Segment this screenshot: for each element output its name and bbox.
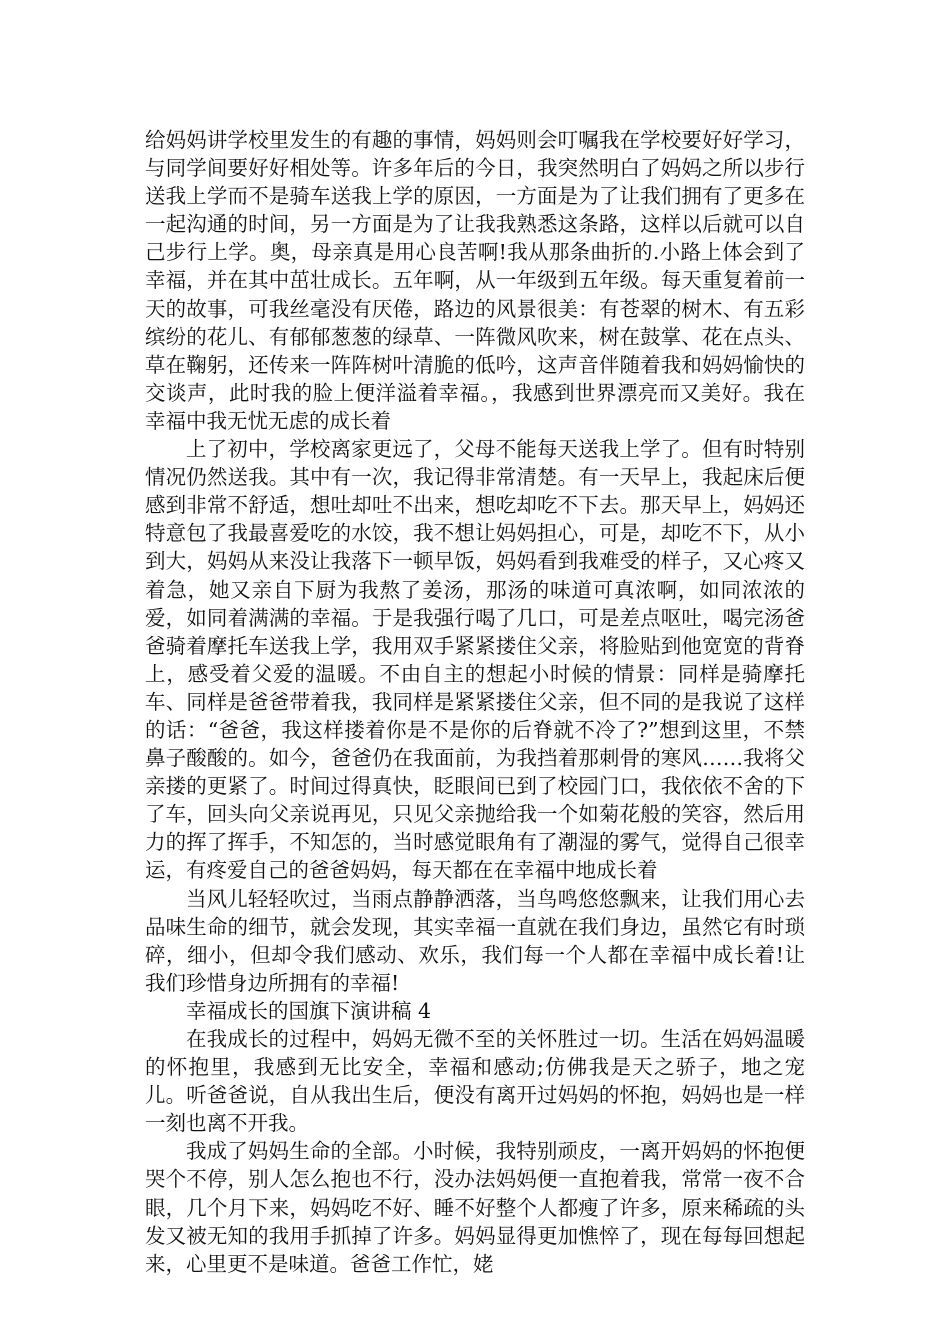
section-heading: 幸福成长的国旗下演讲稿 4 <box>186 998 432 1023</box>
paragraph-continued: 给妈妈讲学校里发生的有趣的事情，妈妈则会叮嘱我在学校要好好学习，与同学间要好好相处等。许多年后的今日，我突然明白了妈妈之所以步行送我上学而不是骑车送我上学的原因，一方面是为了让我们拥有了更多在一起沟通的时间，另一方面是为了让我我熟悉这条路，这样以后就可以自己步行上学。奥，母亲真是用心良苦啊!我从那条曲折的.小路上体会到了幸福，并在其中茁壮成长。五年啊，从一年级到五年级。每天重复着前一天的故事，可我丝毫没有厌倦，路边的风景很美：有苍翠的树木、有五彩缤纷的花儿、有郁郁葱葱的绿草、一阵微风吹来，树在鼓掌、花在点头、草在鞠躬，还传来一阵阵树叶清脆的低吟，这声音伴随着我和妈妈愉快的交谈声，此时我的脸上便洋溢着幸福。，我感到世界漂亮而又美好。我在幸福中我无忧无虑的成长着 <box>145 128 805 433</box>
paragraph-childhood: 我成了妈妈生命的全部。小时候，我特别顽皮，一离开妈妈的怀抱便哭个不停，别人怎么抱也不行，没办法妈妈便一直抱着我，常常一夜不合眼，几个月下来，妈妈吃不好、睡不好整个人都瘦了许多，原来稀疏的头发又被无知的我用手抓掉了许多。妈妈显得更加憔悴了，现在每每回想起来，心里更不是味道。爸爸工作忙，姥 <box>145 1139 805 1276</box>
document-page <box>145 126 805 1278</box>
paragraph-mother-care: 在我成长的过程中，妈妈无微不至的关怀胜过一切。生活在妈妈温暖的怀抱里，我感到无比安全，幸福和感动;仿佛我是天之骄子，地之宠儿。听爸爸说，自从我出生后，便没有离开过妈妈的怀抱，妈妈也是一样一刻也离不开我。 <box>145 1027 805 1136</box>
paragraph-junior-high: 上了初中，学校离家更远了，父母不能每天送我上学了。但有时特别情况仍然送我。其中有一次，我记得非常清楚。有一天早上，我起床后便感到非常不舒适，想吐却吐不出来，想吃却吃不下去。那天早上，妈妈还特意包了我最喜爱吃的水饺，我不想让妈妈担心，可是，却吃不下，从小到大，妈妈从来没让我落下一顿早饭，妈妈看到我难受的样子，又心疼又着急，她又亲自下厨为我熬了姜汤，那汤的味道可真浓啊，如同浓浓的爱，如同着满满的幸福。于是我强行喝了几口，可是差点呕吐，喝完汤爸爸骑着摩托车送我上学，我用双手紧紧搂住父亲，将脸贴到他宽宽的背脊上，感受着父爱的温暖。不由自主的想起小时候的情景：同样是骑摩托车、同样是爸爸带着我，我同样是紧紧搂住父亲，但不同的是我说了这样的话：“爸爸，我这样搂着你是不是你的后脊就不冷了?”想到这里，不禁鼻子酸酸的。如今，爸爸仍在我面前，为我挡着那刺骨的寒风……我将父亲搂的更紧了。时间过得真快，眨眼间已到了校园门口，我依依不舍的下了车，回头向父亲说再见，只见父亲抛给我一个如菊花般的笑容，然后用力的挥了挥手，不知怎的，当时感觉眼角有了潮湿的雾气，觉得自己很幸运，有疼爱自己的爸爸妈妈，每天都在在幸福中地成长着 <box>145 437 805 883</box>
paragraph-conclusion: 当风儿轻轻吹过，当雨点静静洒落，当鸟鸣悠悠飘来，让我们用心去品味生命的细节，就会发现，其实幸福一直就在我们身边，虽然它有时琐碎，细小，但却令我们感动、欢乐，我们每一个人都在幸福中成长着!让我们珍惜身边所拥有的幸福! <box>145 886 805 995</box>
